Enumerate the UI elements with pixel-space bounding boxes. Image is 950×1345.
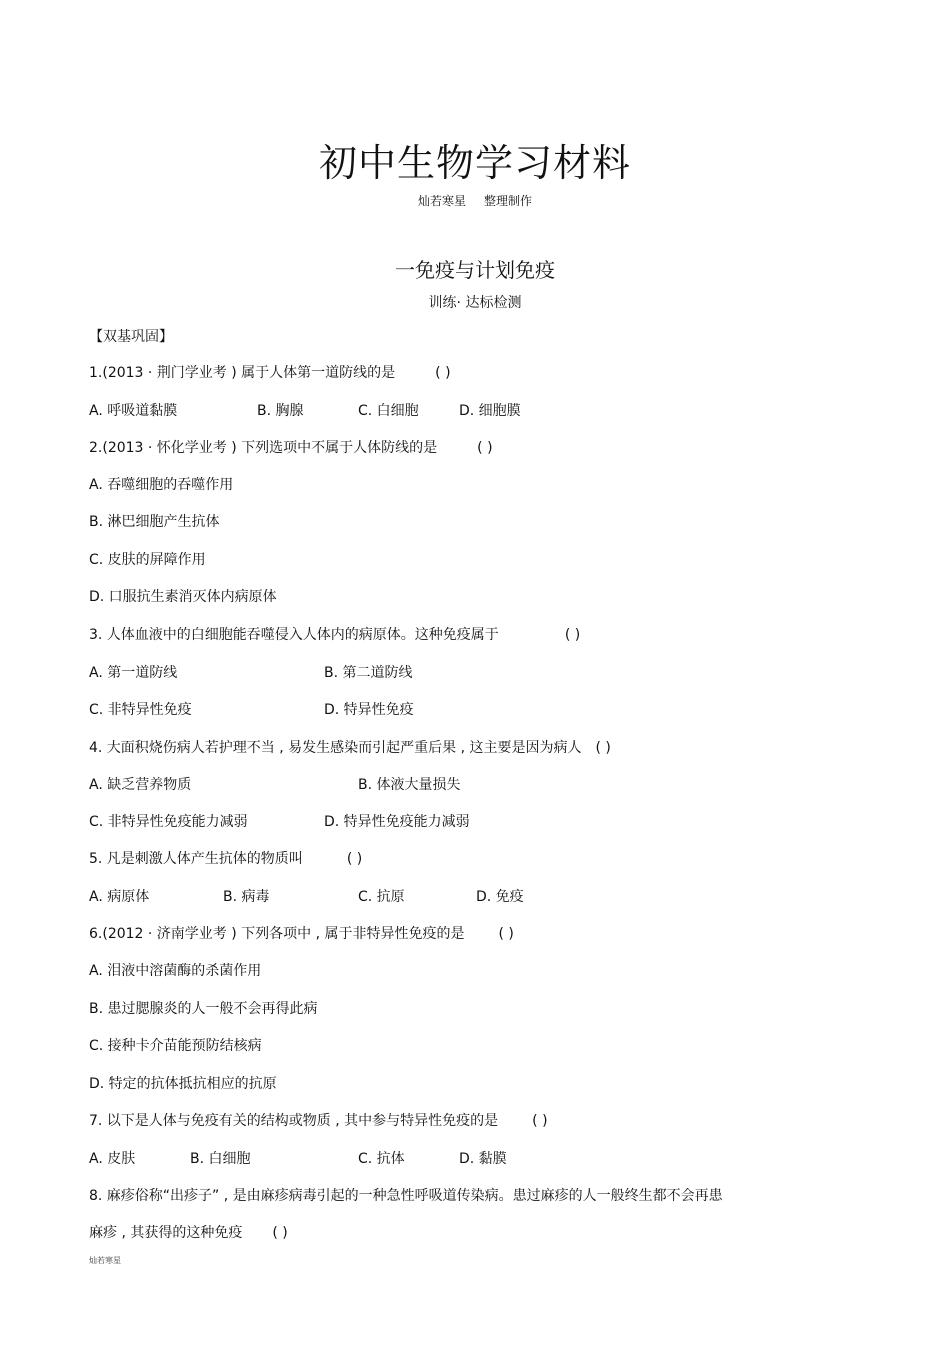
option: B. 淋巴细胞产生抗体 [89,514,220,530]
answer-paren: ( ) [435,365,451,381]
option: A. 皮肤 [89,1151,136,1167]
option: C. 抗体 [358,1151,405,1167]
option: D. 免疫 [476,889,524,905]
option: A. 第一道防线 [89,665,178,681]
option: A. 病原体 [89,889,150,905]
option: A. 吞噬细胞的吞噬作用 [89,477,234,493]
option: B. 体液大量损失 [358,777,461,793]
option: C. 非特异性免疫 [89,702,192,718]
option: D. 细胞膜 [459,403,521,419]
answer-paren: ( ) [595,740,611,756]
question-text: 麻疹 , 其获得的这种免疫 [89,1225,243,1241]
question-stem-continued [89,1222,288,1242]
question-stem [89,1110,548,1130]
question-stem [89,848,362,868]
question-stem: 8. 麻疹俗称“出疹子” , 是由麻疹病毒引起的一种急性呼吸道传染病。患过麻疹的人一般终生都不会再患 [89,1188,723,1204]
option: C. 接种卡介苗能预防结核病 [89,1038,262,1054]
option: A. 缺乏营养物质 [89,777,192,793]
option: B. 胸腺 [257,403,304,419]
author-role: 整理制作 [484,194,533,208]
answer-paren: ( ) [272,1225,288,1241]
question-text: 3. 人体血液中的白细胞能吞噬侵入人体内的病原体。这种免疫属于 [89,627,499,643]
author-name: 灿若寒星 [417,194,466,208]
question-stem [89,923,514,943]
option: D. 特定的抗体抵抗相应的抗原 [89,1076,277,1092]
answer-paren: ( ) [498,926,514,942]
option: A. 呼吸道黏膜 [89,403,178,419]
option: D. 黏膜 [459,1151,507,1167]
author-line [0,192,950,209]
section-heading: 【双基巩固】 [89,329,173,345]
option: D. 特异性免疫 [324,702,414,718]
question-text: 6.(2012 · 济南学业考 ) 下列各项中 , 属于非特异性免疫的是 [89,926,465,942]
question-stem [89,362,451,382]
question-text: 1.(2013 · 荆门学业考 ) 属于人体第一道防线的是 [89,365,396,381]
option: D. 特异性免疫能力减弱 [324,814,470,830]
option: B. 病毒 [223,889,270,905]
answer-paren: ( ) [346,851,363,867]
option: B. 第二道防线 [324,665,413,681]
answer-paren: ( ) [564,627,581,643]
option: C. 抗原 [358,889,405,905]
question-text: 5. 凡是刺激人体产生抗体的物质叫 [89,851,303,867]
answer-paren: ( ) [477,440,493,456]
section-title: 一免疫与计划免疫 [395,258,555,282]
option: C. 非特异性免疫能力减弱 [89,814,248,830]
option: A. 泪液中溶菌酶的杀菌作用 [89,963,262,979]
section-subtitle: 训练· 达标检测 [428,295,522,311]
question-text: 7. 以下是人体与免疫有关的结构或物质 , 其中参与特异性免疫的是 [89,1113,499,1129]
option: B. 白细胞 [190,1151,251,1167]
option: C. 皮肤的屏障作用 [89,552,206,568]
option: C. 白细胞 [358,403,419,419]
option: D. 口服抗生素消灭体内病原体 [89,589,277,605]
question-stem [89,737,611,757]
question-stem [89,437,493,457]
page-title: 初中生物学习材料 [318,141,631,185]
question-text: 4. 大面积烧伤病人若护理不当 , 易发生感染而引起严重后果 , 这主要是因为病人 [89,740,582,756]
page-footer: 灿若寒星 [89,1256,121,1265]
option: B. 患过腮腺炎的人一般不会再得此病 [89,1001,318,1017]
answer-paren: ( ) [532,1113,548,1129]
question-stem [89,624,580,644]
question-text: 2.(2013 · 怀化学业考 ) 下列选项中不属于人体防线的是 [89,440,438,456]
